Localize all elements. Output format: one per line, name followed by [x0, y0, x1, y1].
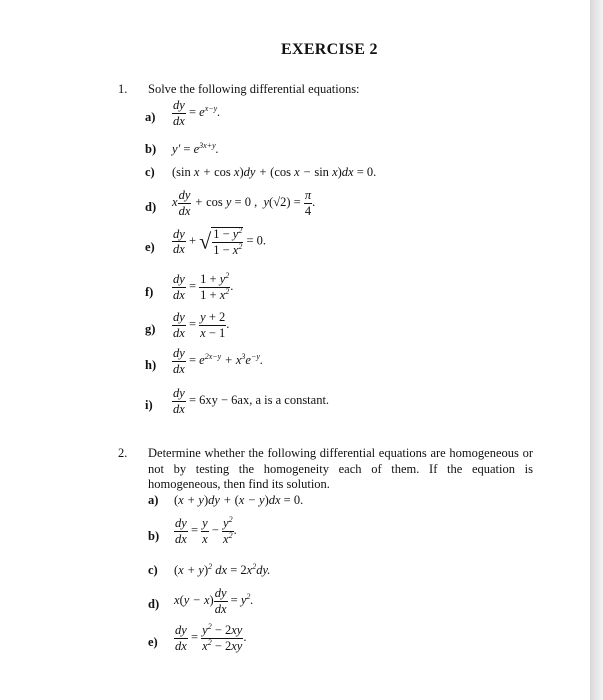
q1-label-g: g) — [145, 322, 156, 336]
q2-equation-d: x(y − x) $\frac{dy}{dx}$ = $y^2$. — [174, 586, 254, 616]
question-2-instruction: Determine whether the following differential equations are homogeneous or not by testing the homogeneity each of them. If the equation is homogeneous, then find its solution. — [148, 446, 533, 491]
q2-label-e: e) — [148, 635, 158, 649]
q1-label-h: h) — [145, 358, 157, 372]
q1-equation-h: $\frac{dy}{dx}$ = $e^{2x-y} + x^3e^{-y}$. — [173, 346, 264, 376]
q1-label-i: i) — [145, 398, 153, 412]
page-edge-shadow — [590, 0, 603, 700]
q2-label-a: a) — [148, 493, 159, 507]
q1-equation-a: $\frac{dy}{dx}$ = $e^{x-y}$. — [173, 98, 221, 128]
q2-equation-a: (x + y)dy + (x − y)dx = 0. — [174, 493, 304, 507]
q2-label-c: c) — [148, 563, 158, 577]
q1-label-b: b) — [145, 142, 157, 156]
q2-equation-c: $(x + y)^2$ dx = $2x^2dy$. — [174, 562, 271, 577]
q1-equation-c: (sin x + cos x)dy + (cos x − sin x)dx = 0. — [172, 165, 377, 179]
q2-label-d: d) — [148, 597, 160, 611]
q2-equation-b: $\frac{dy}{dx}$ = $\frac{y}{x}$ − $\frac{y^2}{x^2}$ . — [175, 515, 237, 546]
q1-equation-d: x $\frac{dy}{dx}$ + cos y = 0 , y(√2) = $\frac{\pi}{4}$ . — [172, 188, 316, 218]
q1-equation-b: $y' = e^{3x+y}$. — [172, 141, 219, 156]
q1-equation-g: $\frac{dy}{dx}$ = $\frac{y + 2}{x - 1}$ . — [173, 310, 230, 340]
exercise-title: EXERCISE 2 — [281, 41, 378, 58]
question-2-number: 2. — [118, 446, 128, 460]
question-1-number: 1. — [118, 82, 128, 96]
q1-label-f: f) — [145, 285, 154, 299]
q2-label-b: b) — [148, 529, 160, 543]
q1-label-c: c) — [145, 165, 155, 179]
question-1-instruction: Solve the following differential equations: — [148, 82, 360, 96]
q1-label-a: a) — [145, 110, 156, 124]
q2-equation-e: $\frac{dy}{dx}$ = $\frac{y^2 - 2xy}{x^2 - 2xy}$ . — [175, 622, 247, 653]
q1-equation-e: $\frac{dy}{dx}$ + √ $\frac{1 - y^2}{1 - x^2}$ = 0. — [173, 226, 267, 257]
q1-equation-i: $\frac{dy}{dx}$ = 6xy − 6ax, a is a constant. — [173, 386, 330, 416]
q1-label-d: d) — [145, 200, 157, 214]
q1-equation-i-rhs: = 6xy − 6ax, a is a constant. — [188, 392, 330, 407]
q1-label-e: e) — [145, 240, 155, 254]
q1-equation-f: $\frac{dy}{dx}$ = $\frac{1 + y^2}{1 + x^2}$ . — [173, 271, 234, 302]
